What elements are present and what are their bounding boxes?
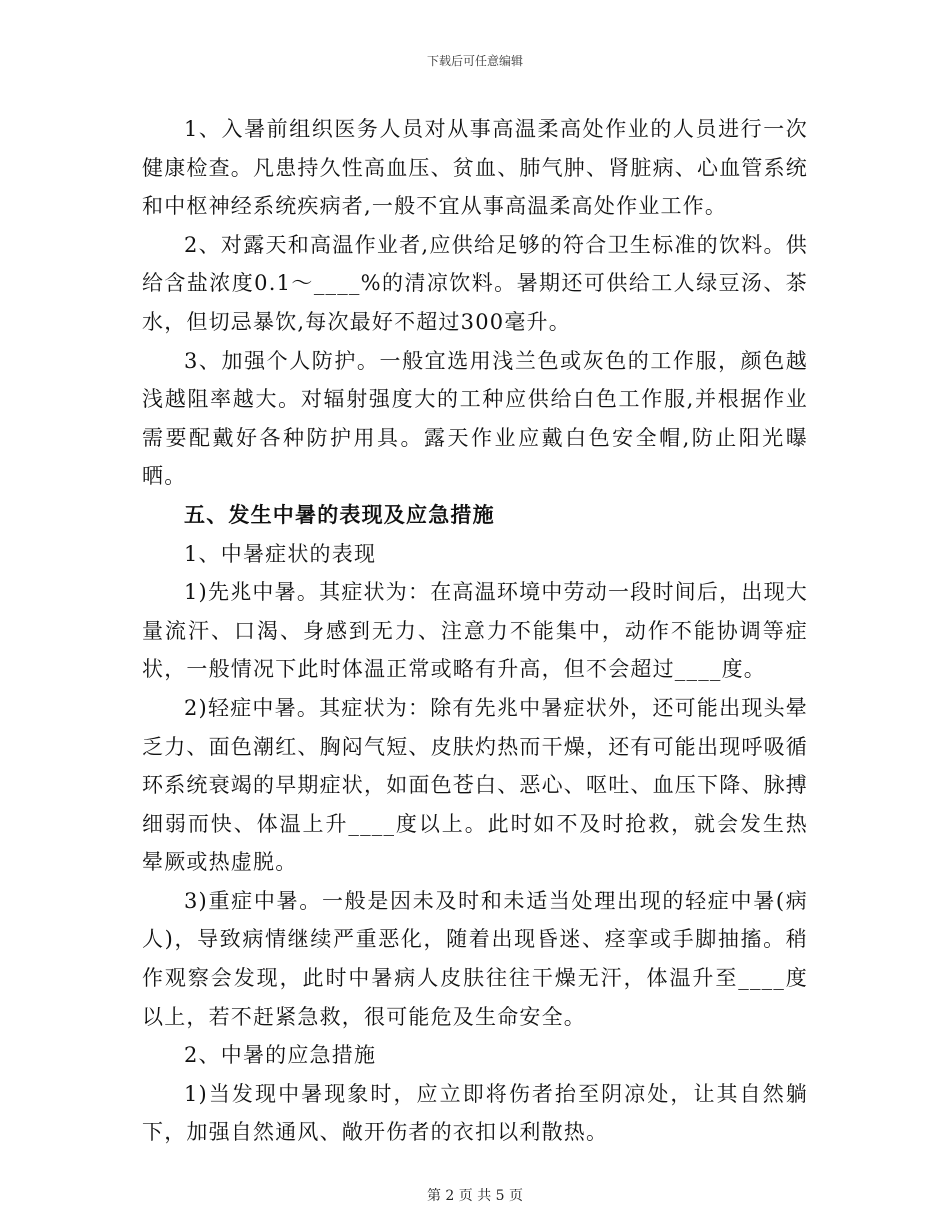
paragraph-severe-heatstroke: 3)重症中暑。一般是因未及时和未适当处理出现的轻症中暑(病人)，导致病情继续严重恶化，随着出现昏迷、痉挛或手脚抽搐。稍作观察会发现，此时中暑病人皮肤往往干燥无汗，体温升至____度以上，若不赶紧急救，很可能危及生命安全。 xyxy=(142,888,808,1029)
section-heading-heatstroke: 五、发生中暑的表现及应急措施 xyxy=(184,501,495,527)
paragraph-beverages: 2、对露天和高温作业者,应供给足够的符合卫生标准的饮料。供给含盐浓度0.1～____%的清凉饮料。暑期还可供给工人绿豆汤、茶水，但切忌暴饮,每次最好不超过300毫升。 xyxy=(142,232,808,334)
subheading-emergency-measures: 2、中暑的应急措施 xyxy=(184,1043,377,1068)
subheading-symptoms: 1、中暑症状的表现 xyxy=(184,541,377,566)
document-body xyxy=(142,110,808,1152)
paragraph-light-heatstroke: 2)轻症中暑。其症状为：除有先兆中暑症状外，还可能出现头晕乏力、面色潮红、胸闷气短、皮肤灼热而干燥，还有可能出现呼吸循环系统衰竭的早期症状，如面色苍白、恶心、呕吐、血压下降、脉搏细弱而快、体温上升____度以上。此时如不及时抢救，就会发生热晕厥或热虚脱。 xyxy=(142,695,808,875)
paragraph-health-check: 1、入暑前组织医务人员对从事高温柔高处作业的人员进行一次健康检查。凡患持久性高血压、贫血、肺气肿、肾脏病、心血管系统和中枢神经系统疾病者,一般不宜从事高温柔高处作业工作。 xyxy=(142,117,808,219)
paragraph-first-response: 1)当发现中暑现象时，应立即将伤者抬至阴凉处，让其自然躺下，加强自然通风、敞开伤者的衣扣以利散热。 xyxy=(142,1081,808,1145)
paragraph-personal-protection: 3、加强个人防护。一般宜选用浅兰色或灰色的工作服，颜色越浅越阻率越大。对辐射强度大的工种应供给白色工作服,并根据作业需要配戴好各种防护用具。露天作业应戴白色安全帽,防止阳光曝晒。 xyxy=(142,348,808,489)
paragraph-mild-precursor: 1)先兆中暑。其症状为：在高温环境中劳动一段时间后，出现大量流汗、口渴、身感到无力、注意力不能集中，动作不能协调等症状，一般情况下此时体温正常或略有升高，但不会超过____度。 xyxy=(142,580,808,682)
page-header-note: 下载后可任意编辑 xyxy=(426,54,523,68)
page-number: 第 2 页 共 5 页 xyxy=(426,1188,524,1204)
